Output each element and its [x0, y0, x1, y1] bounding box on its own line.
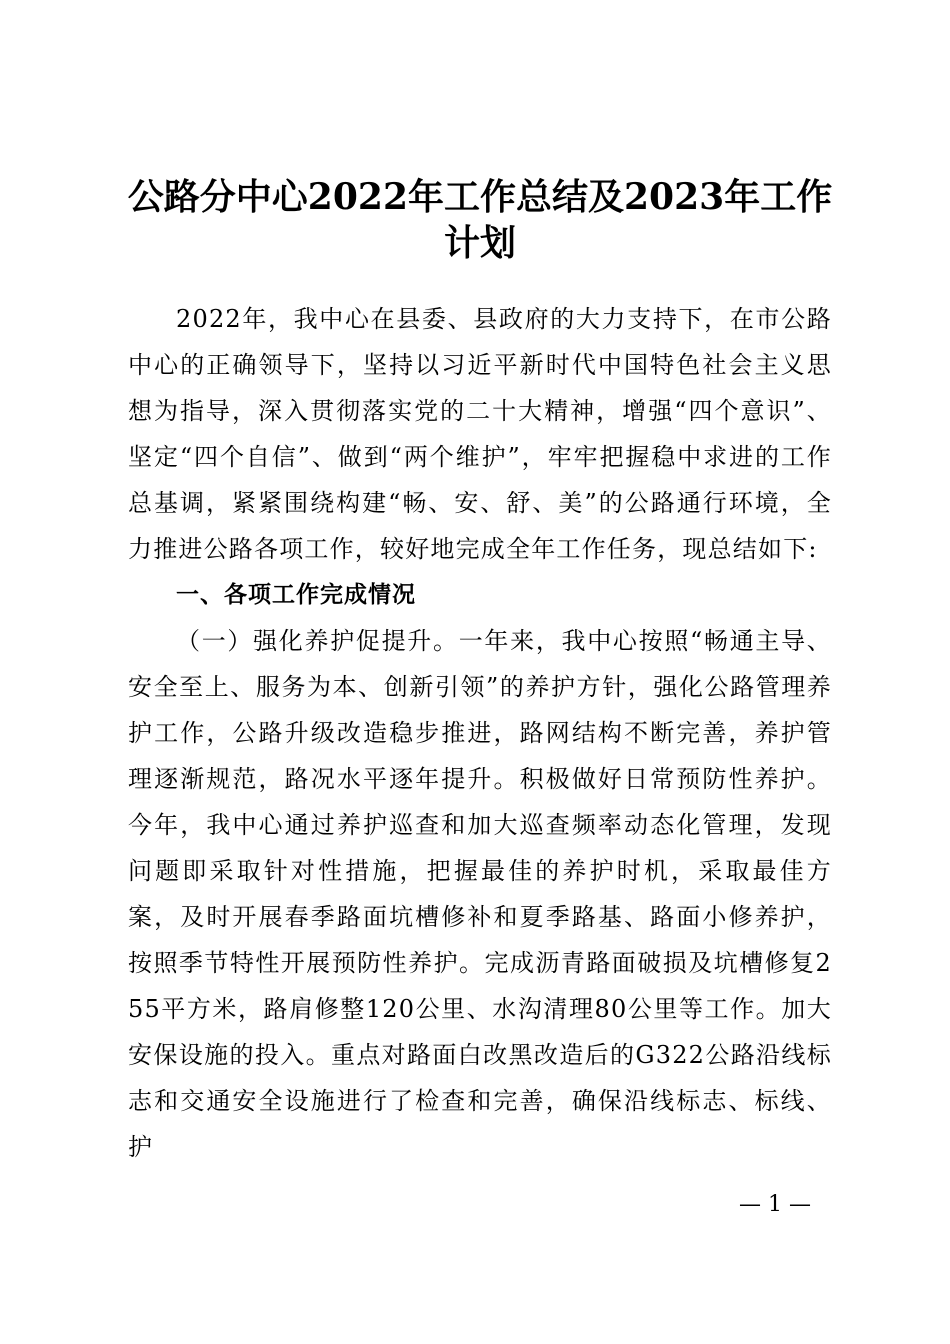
section-heading: 一、各项工作完成情况	[176, 582, 416, 608]
section-paragraph: （一）强化养护促提升。一年来，我中心按照“畅通主导、安全至上、服务为本、创新引领”的养护方针，强化公路管理养护工作，公路升级改造稳步推进，路网结构不断完善，养护管理逐渐规范，路况水平逐年提升。积极做好日常预防性养护。今年，我中心通过养护巡查和加大巡查频率动态化管理，发现问题即采取针对性措施，把握最佳的养护时机，采取最佳方案，及时开展春季路面坑槽修补和夏季路基、路面小修养护，按照季节特性开展预防性养护。完成沥青路面破损及坑槽修复255平方米，路肩修整120公里、水沟清理80公里等工作。加大安保设施的投入。重点对路面白改黑改造后的G322公路沿线标志和交通安全设施进行了检查和完善，确保沿线标志、标线、护	[128, 627, 832, 1161]
page-number: — 1 —	[739, 1192, 811, 1217]
intro-paragraph: 2022年，我中心在县委、县政府的大力支持下，在市公路中心的正确领导下，坚持以习近平新时代中国特色社会主义思想为指导，深入贯彻落实党的二十大精神，增强“四个意识”、坚定“四个自信”、做到“两个维护”，牢牢把握稳中求进的工作总基调，紧紧围绕构建“畅、安、舒、美”的公路通行环境，全力推进公路各项工作，较好地完成全年工作任务，现总结如下:	[128, 305, 832, 563]
document-body	[128, 296, 832, 1170]
document-title: 公路分中心2022年工作总结及2023年工作计划	[127, 176, 833, 264]
